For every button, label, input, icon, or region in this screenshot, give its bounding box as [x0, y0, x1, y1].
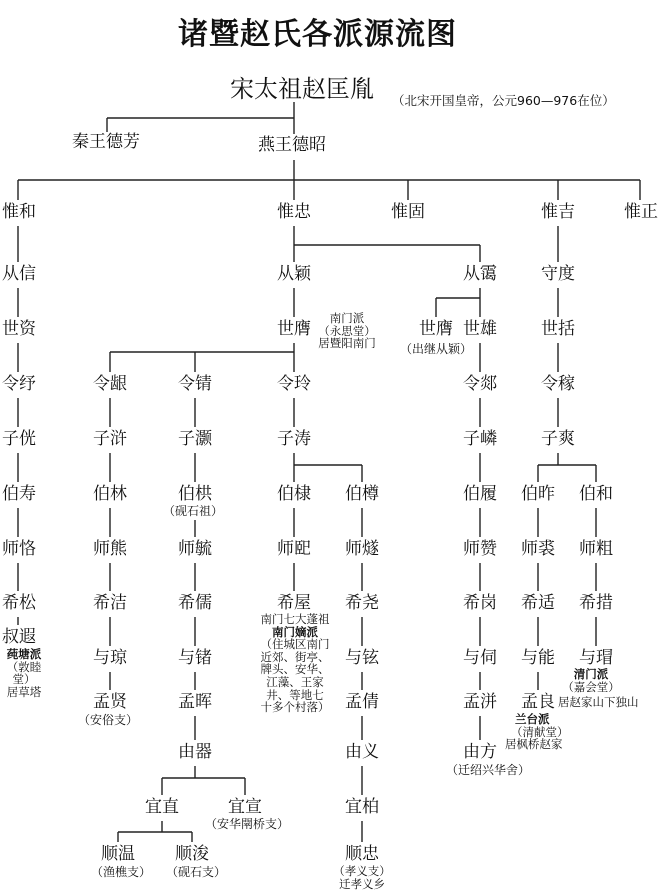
node-shunzhong: 顺忠	[345, 844, 379, 864]
node-yan: 燕王德昭	[258, 135, 326, 155]
node-yixuan: 宜宣	[228, 797, 262, 817]
node-lingyun: 令郯	[463, 374, 497, 394]
node-yusi: 与伺	[463, 648, 497, 668]
node-congxin: 从信	[2, 264, 36, 284]
node-shizan: 师赞	[463, 539, 497, 559]
page-title: 诸暨赵氏各派源流图	[178, 17, 457, 52]
node-shigua: 世括	[541, 319, 575, 339]
root-note: （北宋开国皇帝，公元960—976在位）	[392, 93, 615, 108]
note-lantai: 兰台派 （清献堂） 居枫桥赵家	[505, 712, 569, 752]
node-bozuo: 伯昨	[521, 484, 555, 504]
node-yuneng: 与能	[521, 648, 555, 668]
node-congai: 从霭	[463, 264, 497, 284]
note-nanmen-pai: 南门派 （永思堂） 居暨阳南门	[318, 311, 376, 351]
node-shiqiu: 师裘	[521, 539, 555, 559]
node-bohe: 伯和	[579, 484, 613, 504]
node-zilin: 子嶙	[463, 429, 497, 449]
node-shiying-nanmen: 世膺	[277, 319, 311, 339]
node-zikang: 子侊	[2, 429, 36, 449]
note-yanshi-zhi: （砚石支）	[166, 865, 227, 879]
node-shunjun: 顺浚	[175, 844, 209, 864]
node-weizheng: 惟正	[624, 202, 658, 222]
note-xiaoyi: （孝义支） 迁孝义乡	[333, 864, 391, 891]
node-bodai: 伯棣	[277, 484, 311, 504]
node-congying: 从颖	[277, 264, 311, 284]
node-bogong: 伯栱	[178, 484, 212, 504]
node-weigu: 惟固	[391, 202, 425, 222]
node-yibai: 宜柏	[345, 797, 379, 817]
node-lingshu: 令纾	[2, 374, 36, 394]
node-xiyao: 希尧	[345, 593, 379, 613]
node-yuxu: 与瑁	[579, 648, 613, 668]
node-boshou: 伯寿	[2, 484, 36, 504]
note-ansu: （安俗支）	[78, 713, 139, 727]
node-shunwen: 顺温	[101, 844, 135, 864]
node-shixiong: 世雄	[463, 319, 497, 339]
node-xicuo: 希措	[579, 593, 613, 613]
node-xijie: 希洁	[93, 593, 127, 613]
node-youyi: 由义	[345, 742, 379, 762]
node-zishuang: 子爽	[541, 429, 575, 449]
node-bolin: 伯林	[93, 484, 127, 504]
note-xiwu-branch: 南门七大蓬祖 南门嫡派 （住城区南门 近郊、街亭、 牌头、安华、 江藻、王家 井、等地七 十多个村落）	[260, 612, 330, 715]
note-yuqiao: （渔樵支）	[91, 865, 152, 879]
node-xigang: 希岗	[463, 593, 497, 613]
node-shicu: 师粗	[579, 539, 613, 559]
node-menghui: 孟晖	[178, 692, 212, 712]
note-qingmen: 清门派 （嘉会堂）	[562, 667, 620, 694]
node-zixu: 子浒	[93, 429, 127, 449]
node-xisong: 希松	[2, 593, 36, 613]
node-mengxian: 孟贤	[93, 692, 127, 712]
note-chuji: （出继从颖）	[400, 342, 473, 356]
node-shiyu: 师毓	[178, 539, 212, 559]
note-qianshao: （迁绍兴华舍）	[446, 763, 531, 777]
node-shige: 师恪	[2, 539, 36, 559]
node-shiyi: 师巸	[277, 539, 311, 559]
node-shiying-chuji: 世膺	[419, 319, 453, 339]
node-mengzheng: 孟洴	[463, 692, 497, 712]
note-yanshi-zu: （砚石祖）	[163, 504, 224, 518]
node-xiru: 希儒	[178, 593, 212, 613]
node-weihe: 惟和	[2, 202, 36, 222]
note-anhua: （安华閛桥支）	[205, 817, 290, 831]
node-zitao: 子涛	[277, 429, 311, 449]
node-lingjiang: 令锖	[178, 374, 212, 394]
node-weizhong: 惟忠	[277, 202, 311, 222]
root-name: 宋太祖赵匡胤	[230, 75, 374, 103]
node-yuzhe: 与锗	[178, 648, 212, 668]
node-lingken: 令龈	[93, 374, 127, 394]
node-lingji: 令稼	[541, 374, 575, 394]
node-shixiong2: 师熊	[93, 539, 127, 559]
node-shuxia: 叔遐	[2, 627, 36, 647]
node-weiji: 惟吉	[541, 202, 575, 222]
node-mengqian: 孟倩	[345, 692, 379, 712]
node-shoudu: 守度	[541, 264, 575, 284]
node-mengliang: 孟良	[521, 692, 555, 712]
node-boli: 伯履	[463, 484, 497, 504]
note-juzhao: 居赵家山下独山	[558, 695, 639, 709]
node-youqi: 由器	[178, 742, 212, 762]
node-zihao: 子灏	[178, 429, 212, 449]
note-chuntang: 莼塘派 （敦睦堂） 居草塔	[6, 647, 42, 699]
node-yizhi: 宜直	[145, 797, 179, 817]
node-shisui: 师燧	[345, 539, 379, 559]
node-shizi: 世资	[2, 319, 36, 339]
node-qin: 秦王德芳	[72, 132, 140, 152]
node-xishi: 希适	[521, 593, 555, 613]
node-yuqiong: 与琼	[93, 648, 127, 668]
node-lingling: 令玲	[277, 374, 311, 394]
node-xiwu: 希屋	[277, 593, 311, 613]
node-bozun: 伯樽	[345, 484, 379, 504]
node-yuhong: 与铉	[345, 648, 379, 668]
node-youfang: 由方	[463, 742, 497, 762]
